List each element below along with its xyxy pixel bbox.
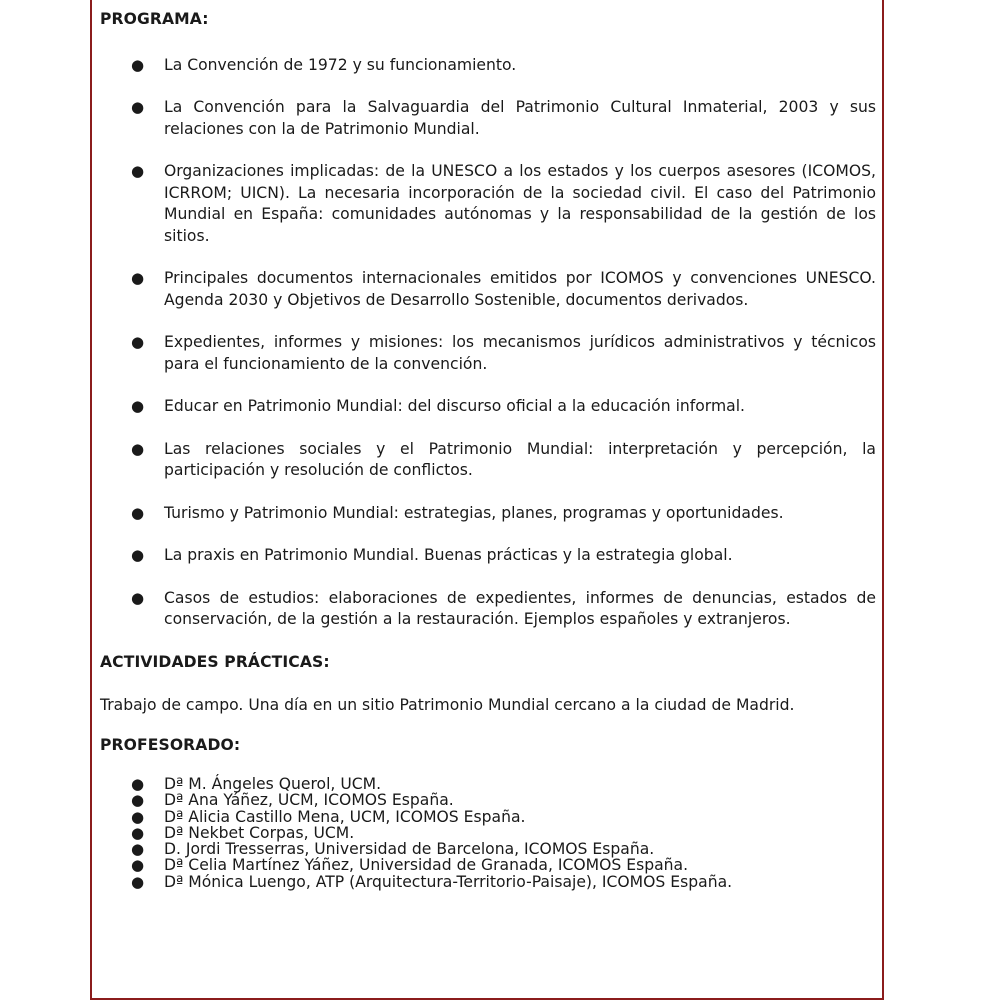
actividades-text: Trabajo de campo. Una día en un sitio Patrimonio Mundial cercano a la ciudad de Madrid. [100, 696, 795, 714]
bullet-icon: ● [131, 269, 145, 287]
list-item: ● Dª Ana Yáñez, UCM, ICOMOS España. [131, 791, 454, 810]
list-item: ● D. Jordi Tresserras, Universidad de Barcelona, ICOMOS España. [131, 840, 655, 859]
programa-heading: PROGRAMA: [100, 10, 209, 28]
actividades-heading: ACTIVIDADES PRÁCTICAS: [100, 652, 330, 671]
bullet-icon: ● [131, 439, 145, 458]
list-item: ● Casos de estudios: elaboraciones de expedientes, informes de denuncias, estados de conservación, de la gestión a la restauración. Ejemplos españoles y extranjeros. [131, 588, 876, 628]
bullet-icon: ● [131, 791, 145, 810]
list-item: ● Dª Nekbet Corpas, UCM. [131, 823, 355, 842]
list-item: ● Expedientes, informes y misiones: los mecanismos jurídicos administrativos y técnicos para el funcionamiento de la convención. [131, 333, 876, 373]
list-item: ● Dª Mónica Luengo, ATP (Arquitectura-Territorio-Paisaje), ICOMOS España. [131, 872, 733, 891]
list-item: ● Organizaciones implicadas: de la UNESCO a los estados y los cuerpos asesores (ICOMOS, ICRROM; UICN). La necesaria incorporación de la sociedad civil. El caso del Patrimonio Mundial en España: comunidades autónomas y la responsabilidad de la gestión de los sitios. [131, 162, 876, 245]
list-item: ● La Convención de 1972 y su funcionamiento. [100, 55, 876, 77]
list-item: ● Las relaciones sociales y el Patrimonio Mundial: interpretación y percepción, la participación y resolución de conflictos. [131, 439, 876, 479]
bullet-icon: ● [131, 55, 145, 74]
bullet-icon: ● [131, 807, 145, 826]
list-item: ● Principales documentos internacionales emitidos por ICOMOS y convenciones UNESCO. Agenda 2030 y Objetivos de Desarrollo Sostenible, documentos derivados. [131, 269, 876, 309]
bullet-icon: ● [131, 775, 145, 793]
bullet-icon: ● [131, 546, 145, 564]
list-item: ● Turismo y Patrimonio Mundial: estrategias, planes, programas y oportunidades. [100, 503, 876, 525]
list-item: ● Educar en Patrimonio Mundial: del discurso oficial a la educación informal. [100, 396, 876, 418]
profesorado-heading: PROFESORADO: [100, 735, 241, 754]
bullet-icon: ● [131, 840, 145, 859]
bullet-icon: ● [131, 856, 145, 875]
profesorado-list [100, 776, 876, 890]
bullet-icon: ● [131, 823, 145, 842]
bullet-icon: ● [131, 98, 145, 116]
programa-list [100, 55, 876, 631]
bullet-icon: ● [131, 872, 145, 891]
bullet-icon: ● [131, 503, 145, 522]
bullet-icon: ● [131, 588, 145, 607]
list-item: ● La Convención para la Salvaguardia del Patrimonio Cultural Inmaterial, 2003 y sus relaciones con la de Patrimonio Mundial. [131, 98, 876, 138]
bullet-icon: ● [131, 397, 145, 415]
list-item: ● Dª Alicia Castillo Mena, UCM, ICOMOS España. [131, 807, 526, 826]
bullet-icon: ● [131, 333, 145, 351]
list-item: ● Dª Celia Martínez Yáñez, Universidad de Granada, ICOMOS España. [131, 856, 689, 875]
bullet-icon: ● [131, 162, 145, 180]
list-item: ● Dª M. Ángeles Querol, UCM. [131, 775, 382, 793]
document-body [100, 9, 876, 890]
list-item: ● La praxis en Patrimonio Mundial. Buenas prácticas y la estrategia global. [100, 545, 876, 567]
